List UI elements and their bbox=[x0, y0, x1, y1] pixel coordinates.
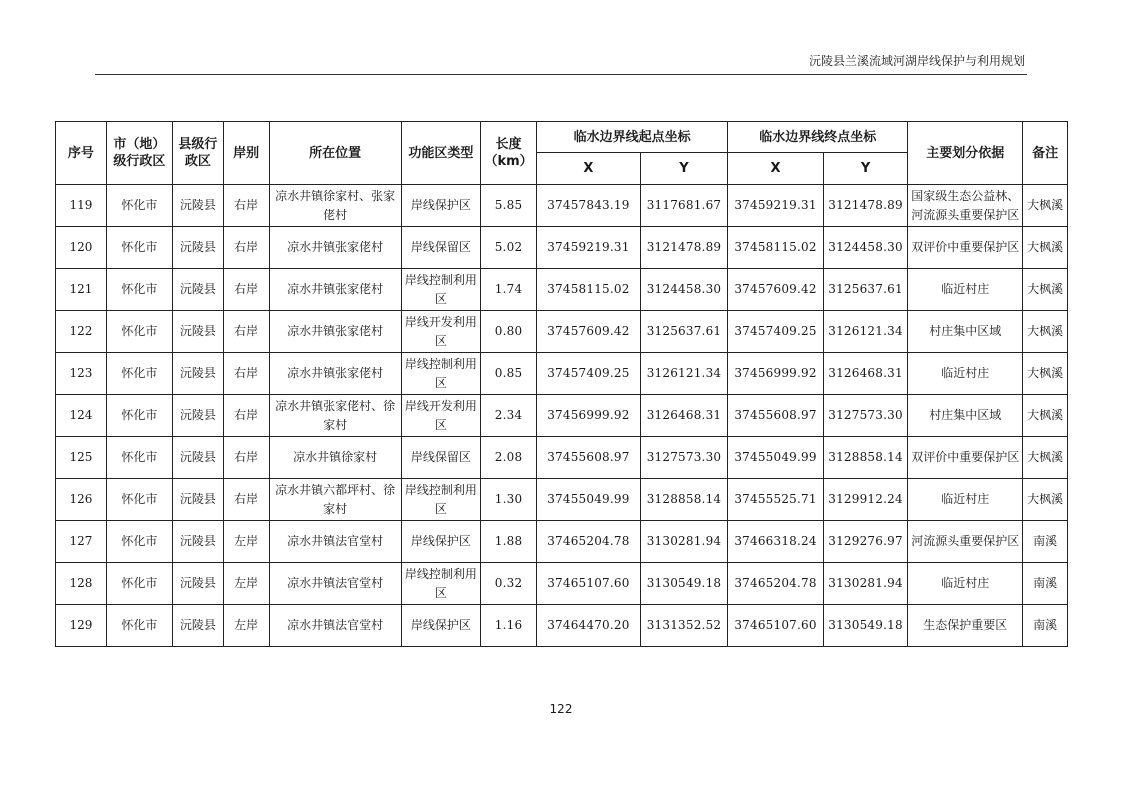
cell-index: 123 bbox=[56, 353, 107, 395]
cell-bank: 右岸 bbox=[223, 227, 269, 269]
cell-length: 1.30 bbox=[481, 479, 537, 521]
cell-city: 怀化市 bbox=[106, 521, 172, 563]
cell-start-x: 37457409.25 bbox=[537, 353, 641, 395]
cell-end-x: 37457409.25 bbox=[728, 311, 824, 353]
cell-remark: 大枫溪 bbox=[1023, 353, 1068, 395]
header-end-coords: 临水边界线终点坐标 bbox=[728, 122, 908, 153]
cell-basis: 国家级生态公益林、河流源头重要保护区 bbox=[908, 185, 1023, 227]
cell-county: 沅陵县 bbox=[172, 395, 223, 437]
header-length: 长度（km） bbox=[481, 122, 537, 185]
cell-end-y: 3128858.14 bbox=[823, 437, 907, 479]
cell-city: 怀化市 bbox=[106, 311, 172, 353]
cell-length: 5.85 bbox=[481, 185, 537, 227]
cell-bank: 左岸 bbox=[223, 605, 269, 647]
cell-zone-type: 岸线保留区 bbox=[401, 437, 480, 479]
cell-bank: 左岸 bbox=[223, 521, 269, 563]
cell-start-x: 37465204.78 bbox=[537, 521, 641, 563]
cell-zone-type: 岸线控制利用区 bbox=[401, 479, 480, 521]
header-zone-type: 功能区类型 bbox=[401, 122, 480, 185]
cell-bank: 右岸 bbox=[223, 479, 269, 521]
cell-start-y: 3126468.31 bbox=[640, 395, 727, 437]
cell-basis: 双评价中重要保护区 bbox=[908, 437, 1023, 479]
cell-remark: 南溪 bbox=[1023, 563, 1068, 605]
cell-start-y: 3117681.67 bbox=[640, 185, 727, 227]
cell-location: 凉水井镇法官堂村 bbox=[269, 605, 401, 647]
cell-start-y: 3121478.89 bbox=[640, 227, 727, 269]
cell-basis: 村庄集中区域 bbox=[908, 395, 1023, 437]
cell-bank: 右岸 bbox=[223, 437, 269, 479]
cell-start-y: 3128858.14 bbox=[640, 479, 727, 521]
cell-start-y: 3126121.34 bbox=[640, 353, 727, 395]
cell-end-y: 3127573.30 bbox=[823, 395, 907, 437]
table-row bbox=[56, 395, 1068, 437]
cell-basis: 临近村庄 bbox=[908, 269, 1023, 311]
cell-bank: 右岸 bbox=[223, 395, 269, 437]
cell-end-x: 37465107.60 bbox=[728, 605, 824, 647]
table-row bbox=[56, 437, 1068, 479]
cell-end-y: 3125637.61 bbox=[823, 269, 907, 311]
cell-county: 沅陵县 bbox=[172, 353, 223, 395]
cell-start-y: 3130281.94 bbox=[640, 521, 727, 563]
cell-basis: 河流源头重要保护区 bbox=[908, 521, 1023, 563]
table-row bbox=[56, 479, 1068, 521]
table-row bbox=[56, 563, 1068, 605]
cell-start-x: 37455608.97 bbox=[537, 437, 641, 479]
cell-remark: 大枫溪 bbox=[1023, 395, 1068, 437]
cell-start-y: 3130549.18 bbox=[640, 563, 727, 605]
cell-length: 2.34 bbox=[481, 395, 537, 437]
table-row bbox=[56, 605, 1068, 647]
cell-end-x: 37455525.71 bbox=[728, 479, 824, 521]
cell-location: 凉水井镇张家佬村 bbox=[269, 353, 401, 395]
cell-index: 127 bbox=[56, 521, 107, 563]
table-body bbox=[56, 185, 1068, 647]
cell-location: 凉水井镇六都坪村、徐家村 bbox=[269, 479, 401, 521]
cell-city: 怀化市 bbox=[106, 269, 172, 311]
table-row bbox=[56, 185, 1068, 227]
cell-location: 凉水井镇法官堂村 bbox=[269, 521, 401, 563]
document-title: 沅陵县兰溪流域河湖岸线保护与利用规划 bbox=[808, 54, 1025, 68]
cell-county: 沅陵县 bbox=[172, 479, 223, 521]
cell-end-x: 37459219.31 bbox=[728, 185, 824, 227]
cell-bank: 右岸 bbox=[223, 185, 269, 227]
cell-basis: 村庄集中区域 bbox=[908, 311, 1023, 353]
cell-city: 怀化市 bbox=[106, 353, 172, 395]
cell-index: 119 bbox=[56, 185, 107, 227]
cell-remark: 大枫溪 bbox=[1023, 479, 1068, 521]
cell-basis: 临近村庄 bbox=[908, 563, 1023, 605]
cell-length: 0.80 bbox=[481, 311, 537, 353]
cell-start-x: 37464470.20 bbox=[537, 605, 641, 647]
header-start-y: Y bbox=[640, 153, 727, 185]
cell-remark: 大枫溪 bbox=[1023, 185, 1068, 227]
cell-end-y: 3130281.94 bbox=[823, 563, 907, 605]
cell-length: 1.88 bbox=[481, 521, 537, 563]
header-index: 序号 bbox=[56, 122, 107, 185]
cell-index: 128 bbox=[56, 563, 107, 605]
cell-end-y: 3124458.30 bbox=[823, 227, 907, 269]
cell-end-x: 37455608.97 bbox=[728, 395, 824, 437]
cell-zone-type: 岸线开发利用区 bbox=[401, 311, 480, 353]
cell-city: 怀化市 bbox=[106, 479, 172, 521]
cell-zone-type: 岸线保护区 bbox=[401, 605, 480, 647]
cell-city: 怀化市 bbox=[106, 437, 172, 479]
header-bank: 岸别 bbox=[223, 122, 269, 185]
cell-city: 怀化市 bbox=[106, 227, 172, 269]
header-end-y: Y bbox=[823, 153, 907, 185]
header-city: 市（地）级行政区 bbox=[106, 122, 172, 185]
cell-length: 2.08 bbox=[481, 437, 537, 479]
cell-county: 沅陵县 bbox=[172, 563, 223, 605]
table-row bbox=[56, 353, 1068, 395]
header-county: 县级行政区 bbox=[172, 122, 223, 185]
cell-end-y: 3126468.31 bbox=[823, 353, 907, 395]
cell-county: 沅陵县 bbox=[172, 521, 223, 563]
cell-end-x: 37457609.42 bbox=[728, 269, 824, 311]
cell-bank: 右岸 bbox=[223, 353, 269, 395]
cell-index: 125 bbox=[56, 437, 107, 479]
cell-end-x: 37465204.78 bbox=[728, 563, 824, 605]
header-start-coords: 临水边界线起点坐标 bbox=[537, 122, 728, 153]
cell-end-y: 3129912.24 bbox=[823, 479, 907, 521]
header-end-x: X bbox=[728, 153, 824, 185]
cell-start-x: 37459219.31 bbox=[537, 227, 641, 269]
table-row bbox=[56, 521, 1068, 563]
cell-start-y: 3127573.30 bbox=[640, 437, 727, 479]
cell-start-x: 37458115.02 bbox=[537, 269, 641, 311]
cell-remark: 大枫溪 bbox=[1023, 269, 1068, 311]
cell-city: 怀化市 bbox=[106, 563, 172, 605]
cell-end-y: 3129276.97 bbox=[823, 521, 907, 563]
cell-location: 凉水井镇徐家村 bbox=[269, 437, 401, 479]
header-location: 所在位置 bbox=[269, 122, 401, 185]
cell-zone-type: 岸线开发利用区 bbox=[401, 395, 480, 437]
cell-length: 0.85 bbox=[481, 353, 537, 395]
cell-zone-type: 岸线控制利用区 bbox=[401, 269, 480, 311]
cell-county: 沅陵县 bbox=[172, 311, 223, 353]
cell-location: 凉水井镇张家佬村 bbox=[269, 311, 401, 353]
cell-start-y: 3125637.61 bbox=[640, 311, 727, 353]
shoreline-zone-table bbox=[55, 121, 1068, 647]
cell-location: 凉水井镇张家佬村 bbox=[269, 269, 401, 311]
cell-end-x: 37455049.99 bbox=[728, 437, 824, 479]
header-remark: 备注 bbox=[1023, 122, 1068, 185]
page-number: 122 bbox=[549, 702, 573, 716]
cell-county: 沅陵县 bbox=[172, 269, 223, 311]
page-header bbox=[95, 52, 1027, 75]
cell-index: 121 bbox=[56, 269, 107, 311]
cell-basis: 双评价中重要保护区 bbox=[908, 227, 1023, 269]
table-header bbox=[56, 122, 1068, 185]
cell-index: 122 bbox=[56, 311, 107, 353]
cell-county: 沅陵县 bbox=[172, 227, 223, 269]
table-row bbox=[56, 227, 1068, 269]
cell-index: 126 bbox=[56, 479, 107, 521]
cell-location: 凉水井镇张家佬村、徐家村 bbox=[269, 395, 401, 437]
cell-bank: 右岸 bbox=[223, 311, 269, 353]
cell-index: 124 bbox=[56, 395, 107, 437]
header-basis: 主要划分依据 bbox=[908, 122, 1023, 185]
cell-zone-type: 岸线保留区 bbox=[401, 227, 480, 269]
cell-end-y: 3126121.34 bbox=[823, 311, 907, 353]
cell-end-x: 37456999.92 bbox=[728, 353, 824, 395]
cell-remark: 大枫溪 bbox=[1023, 311, 1068, 353]
cell-city: 怀化市 bbox=[106, 395, 172, 437]
cell-end-x: 37466318.24 bbox=[728, 521, 824, 563]
cell-county: 沅陵县 bbox=[172, 185, 223, 227]
cell-location: 凉水井镇张家佬村 bbox=[269, 227, 401, 269]
cell-city: 怀化市 bbox=[106, 605, 172, 647]
cell-start-y: 3124458.30 bbox=[640, 269, 727, 311]
cell-length: 1.74 bbox=[481, 269, 537, 311]
cell-end-y: 3130549.18 bbox=[823, 605, 907, 647]
cell-start-x: 37456999.92 bbox=[537, 395, 641, 437]
cell-length: 5.02 bbox=[481, 227, 537, 269]
cell-location: 凉水井镇徐家村、张家佬村 bbox=[269, 185, 401, 227]
cell-index: 120 bbox=[56, 227, 107, 269]
cell-remark: 南溪 bbox=[1023, 521, 1068, 563]
cell-start-x: 37455049.99 bbox=[537, 479, 641, 521]
cell-length: 1.16 bbox=[481, 605, 537, 647]
cell-length: 0.32 bbox=[481, 563, 537, 605]
cell-county: 沅陵县 bbox=[172, 605, 223, 647]
cell-zone-type: 岸线保护区 bbox=[401, 185, 480, 227]
cell-zone-type: 岸线控制利用区 bbox=[401, 563, 480, 605]
cell-start-y: 3131352.52 bbox=[640, 605, 727, 647]
cell-start-x: 37457609.42 bbox=[537, 311, 641, 353]
cell-index: 129 bbox=[56, 605, 107, 647]
cell-start-x: 37457843.19 bbox=[537, 185, 641, 227]
table-row bbox=[56, 269, 1068, 311]
cell-end-y: 3121478.89 bbox=[823, 185, 907, 227]
cell-zone-type: 岸线控制利用区 bbox=[401, 353, 480, 395]
cell-basis: 生态保护重要区 bbox=[908, 605, 1023, 647]
cell-start-x: 37465107.60 bbox=[537, 563, 641, 605]
cell-remark: 大枫溪 bbox=[1023, 227, 1068, 269]
cell-basis: 临近村庄 bbox=[908, 353, 1023, 395]
cell-zone-type: 岸线保护区 bbox=[401, 521, 480, 563]
cell-remark: 大枫溪 bbox=[1023, 437, 1068, 479]
cell-end-x: 37458115.02 bbox=[728, 227, 824, 269]
cell-location: 凉水井镇法官堂村 bbox=[269, 563, 401, 605]
cell-city: 怀化市 bbox=[106, 185, 172, 227]
header-start-x: X bbox=[537, 153, 641, 185]
table-row bbox=[56, 311, 1068, 353]
cell-remark: 南溪 bbox=[1023, 605, 1068, 647]
cell-basis: 临近村庄 bbox=[908, 479, 1023, 521]
cell-county: 沅陵县 bbox=[172, 437, 223, 479]
cell-bank: 左岸 bbox=[223, 563, 269, 605]
cell-bank: 右岸 bbox=[223, 269, 269, 311]
